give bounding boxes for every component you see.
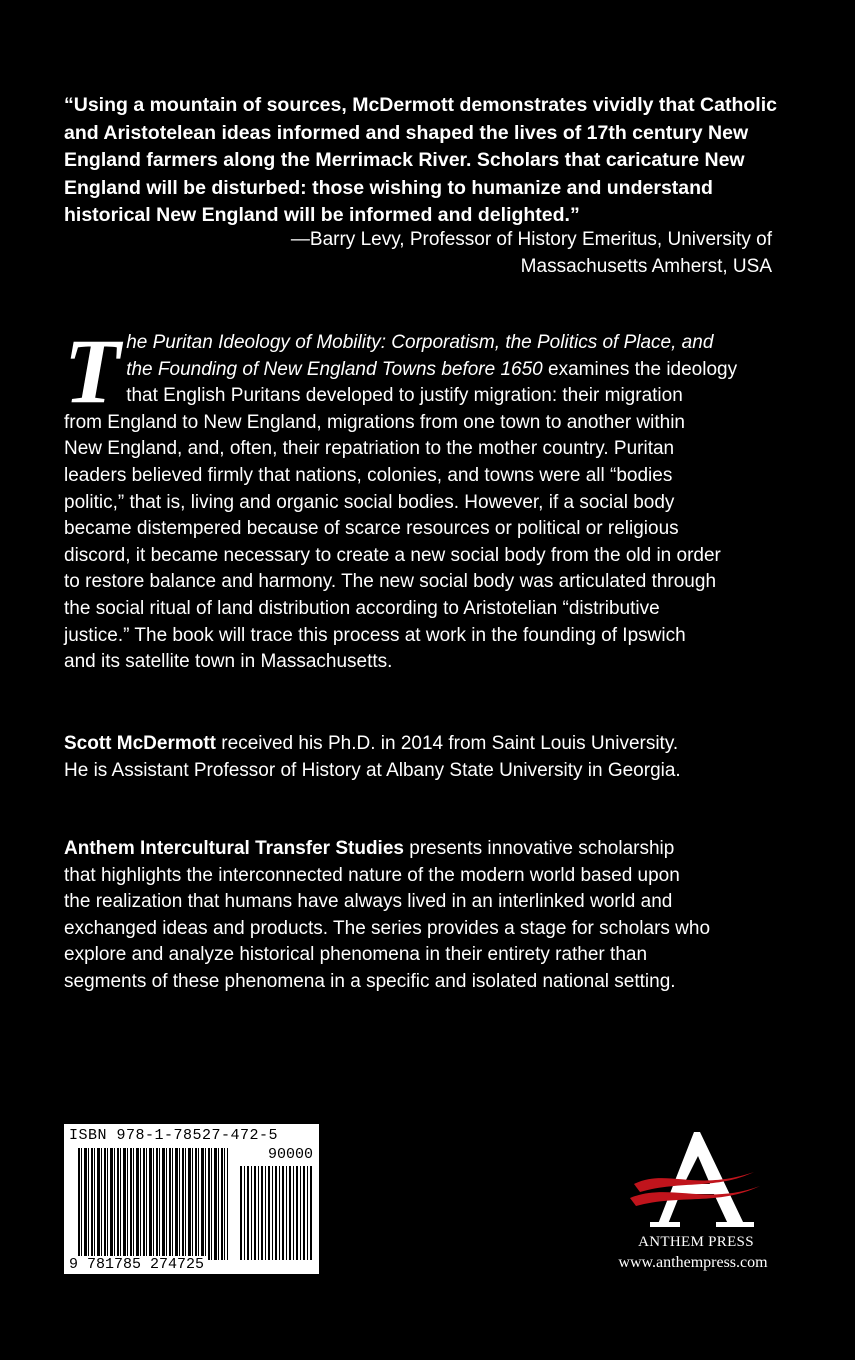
description-line — [64, 330, 786, 357]
endorsement-quote — [64, 92, 784, 230]
bio-line: Scott McDermott received his Ph.D. in 2014 from Saint Louis University. — [64, 733, 679, 754]
series-description — [64, 836, 784, 996]
quote-text: “Using a mountain of sources, McDermott demonstrates vividly that Catholic and Aristotelean ideas informed and shaped the lives of 17th century New England farmers along the Merrimack River. Scholars that caricature New England will be disturbed: those wishing to humanize and understand historical New England will be informed and delighted.” — [64, 94, 777, 226]
attribution-line-2: Massachusetts Amherst, USA — [520, 256, 772, 277]
series-line: explore and analyze historical phenomena in their entirety rather than — [64, 944, 648, 966]
author-name: Scott McDermott — [64, 733, 217, 754]
book-title-part-2: the Founding of New England Towns before 1650 — [126, 358, 543, 380]
publisher-name: ANTHEM PRESS — [638, 1234, 754, 1250]
series-name: Anthem Intercultural Transfer Studies — [64, 838, 404, 859]
series-line: the realization that humans have always lived in an interlinked world and — [64, 891, 673, 913]
description-line: the social ritual of land distribution according to Aristotelian “distributive — [64, 597, 660, 619]
attribution-line-1: —Barry Levy, Professor of History Emeritus, University of — [290, 229, 772, 250]
series-line: segments of these phenomena in a specific and isolated national setting. — [64, 970, 676, 992]
description-line: from England to New England, migrations from one town to another within — [64, 411, 685, 433]
series-line: exchanged ideas and products. The series provides a stage for scholars who — [64, 917, 711, 939]
description-line: to restore balance and harmony. The new social body was articulated through — [64, 571, 717, 593]
description-line: leaders believed firmly that nations, colonies, and towns were all “bodies — [64, 464, 673, 486]
drop-cap: T — [64, 320, 121, 422]
quote-attribution — [64, 226, 772, 280]
isbn-label: ISBN 978-1-78527-472-5 — [69, 1127, 279, 1144]
series-line: that highlights the interconnected nature of the modern world based upon — [64, 864, 680, 886]
isbn-barcode — [64, 1124, 319, 1274]
book-title-part-1: he Puritan Ideology of Mobility: Corporatism, the Politics of Place, and — [126, 332, 714, 353]
ean-digits: 9 781785 274725 — [69, 1256, 205, 1273]
description-line: discord, it became necessary to create a new social body from the old in order — [64, 544, 721, 566]
book-description — [64, 320, 786, 676]
price-code: 90000 — [267, 1146, 313, 1163]
publisher-url[interactable]: www.anthempress.com — [618, 1254, 768, 1271]
description-line: that English Puritans developed to justify migration: their migration — [126, 385, 683, 407]
description-line: and its satellite town in Massachusetts. — [64, 651, 393, 673]
description-line: New England, and, often, their repatriation to the mother country. Puritan — [64, 438, 675, 460]
description-line: politic,” that is, living and organic social bodies. However, if a social body — [64, 491, 675, 513]
description-line: justice.” The book will trace this process at work in the founding of Ipswich — [64, 624, 686, 646]
series-line: Anthem Intercultural Transfer Studies presents innovative scholarship — [64, 838, 675, 859]
description-line: became distempered because of scarce resources or political or religious — [64, 518, 679, 540]
author-bio — [64, 730, 784, 784]
price-barcode-bars — [240, 1166, 312, 1260]
bio-line: He is Assistant Professor of History at Albany State University in Georgia. — [64, 760, 681, 781]
description-line: the Founding of New England Towns before 1650 examines the ideology — [126, 358, 738, 380]
barcode-bars — [78, 1148, 228, 1260]
